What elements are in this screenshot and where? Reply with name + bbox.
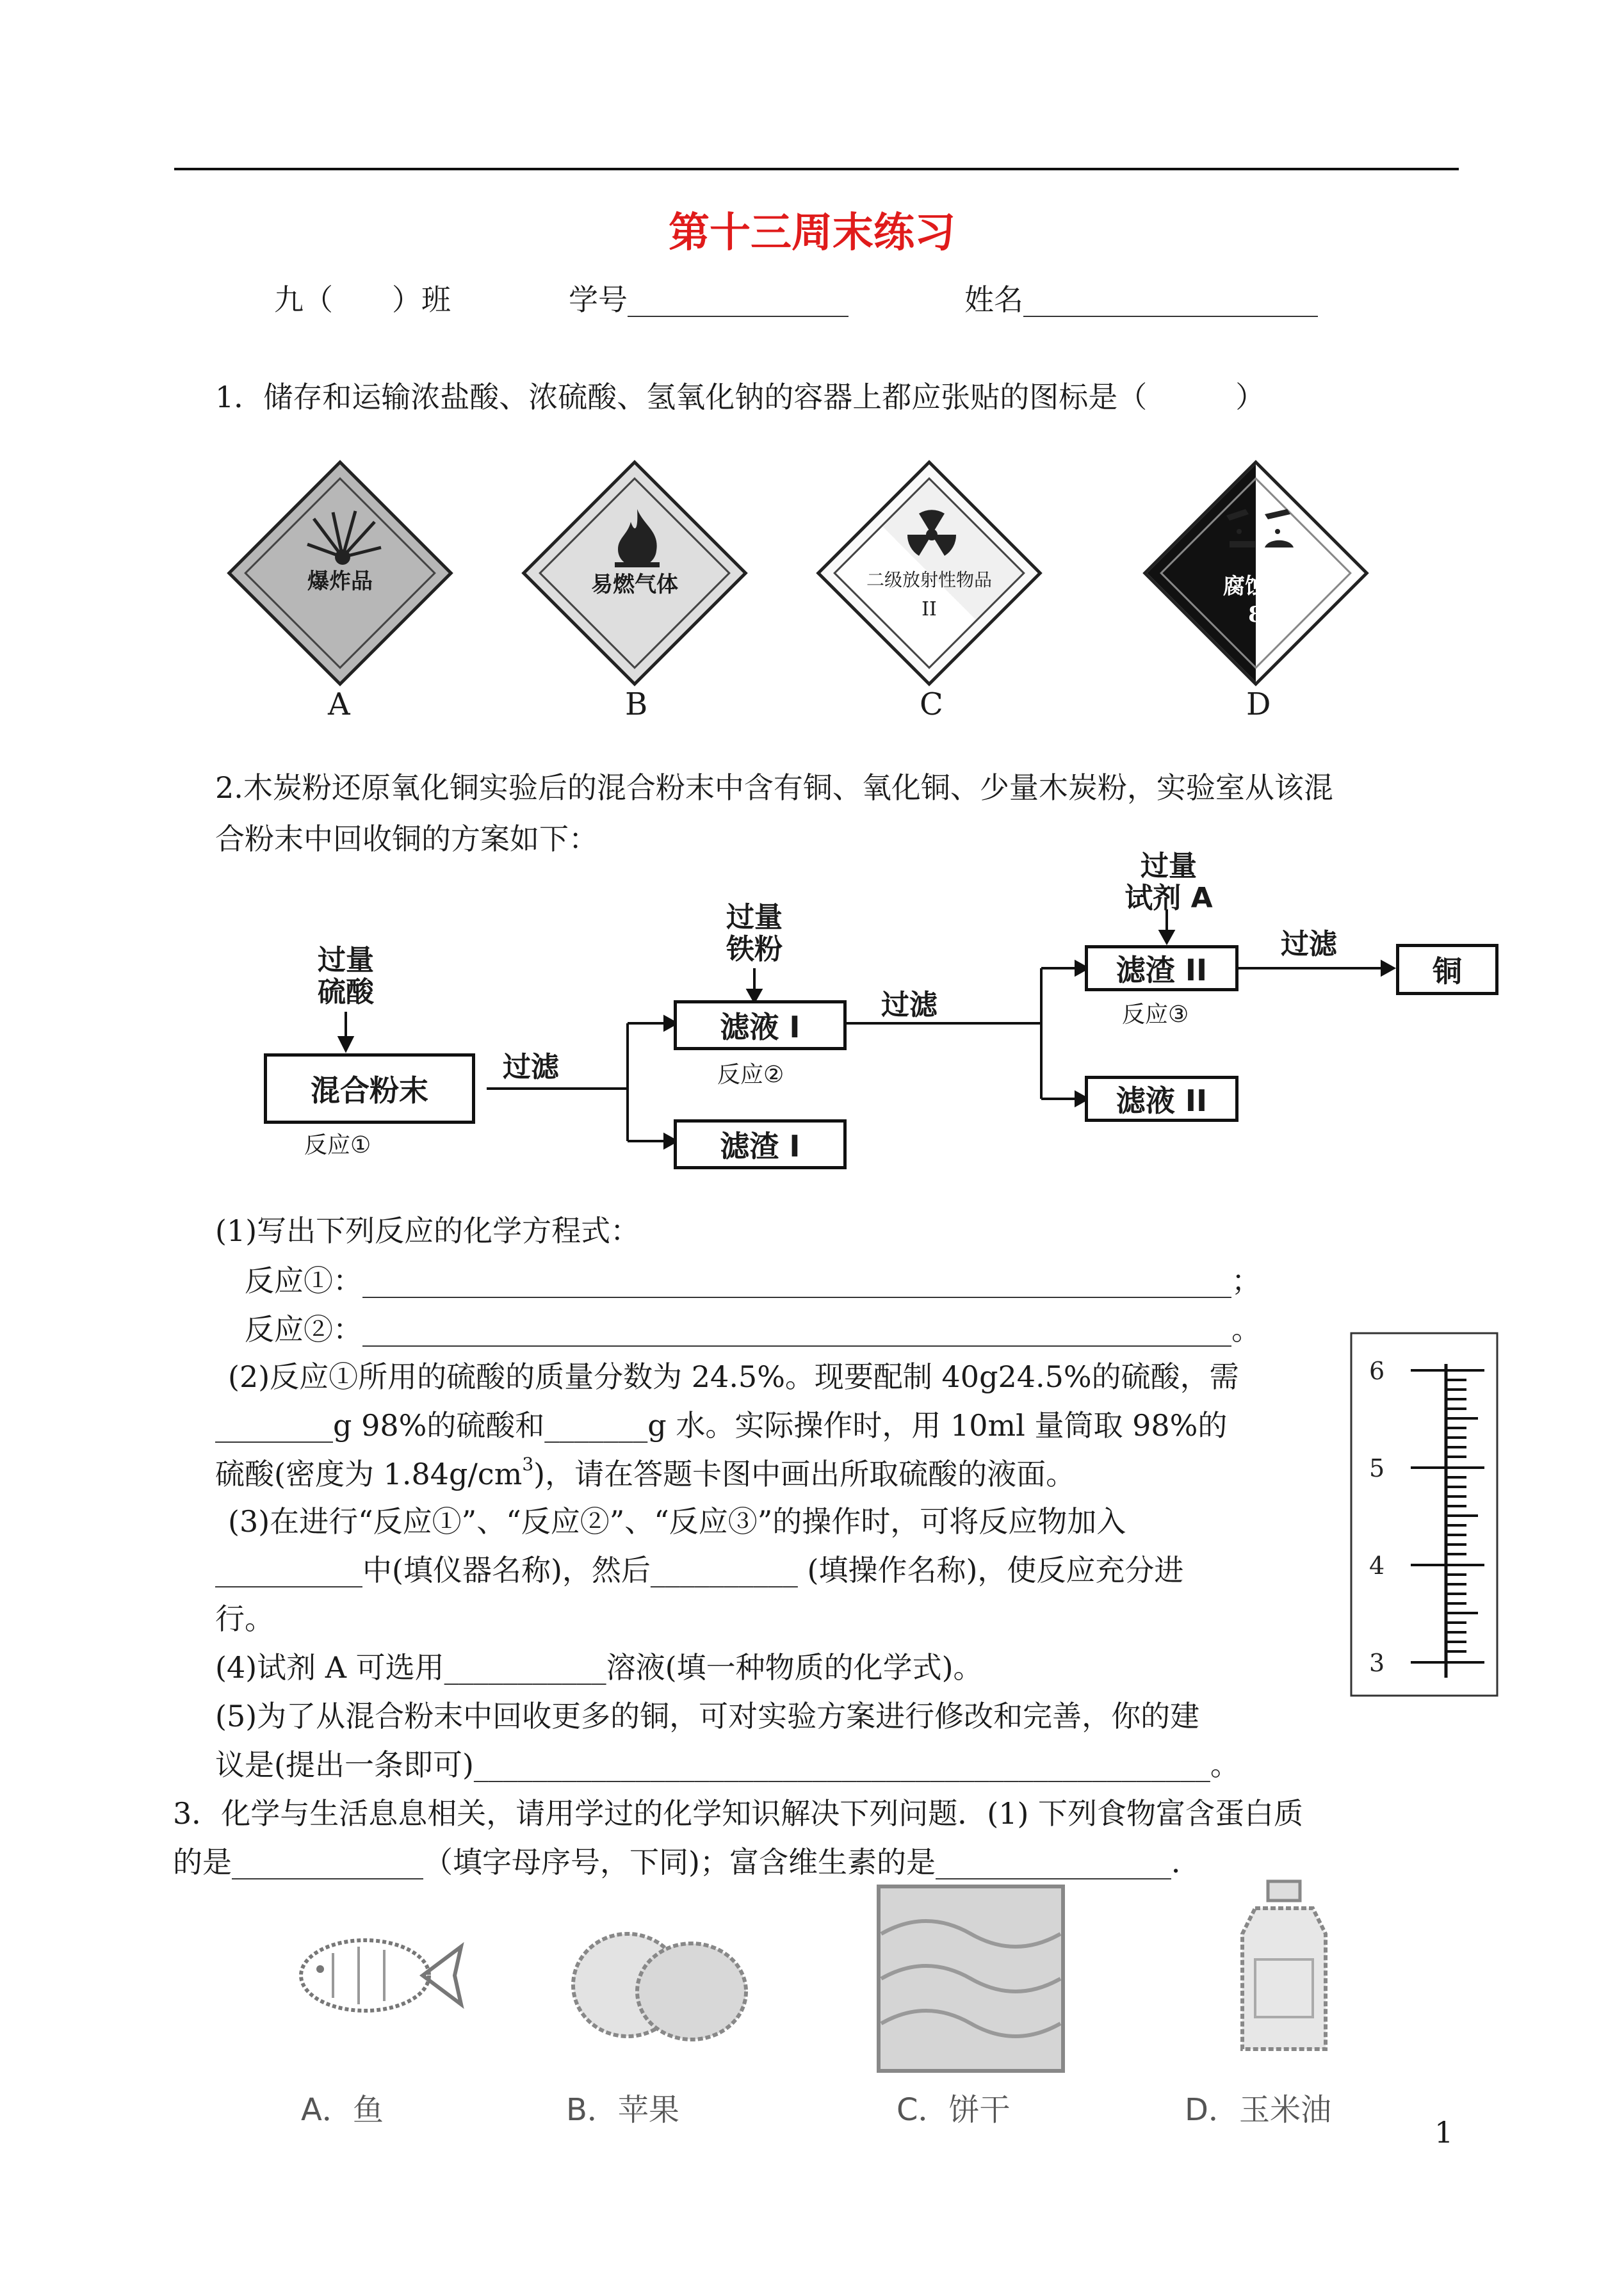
food-caption-d: D．玉米油 — [1185, 2092, 1331, 2128]
scale-label-3: 3 — [1369, 1649, 1385, 1677]
option-c-letter: C — [920, 686, 943, 722]
q2-sub1-reaction1: 反应①：___________________________________________________________； — [245, 1263, 1261, 1298]
food-caption-b: B．苹果 — [566, 2092, 679, 2128]
cylinder-scale — [1350, 1332, 1498, 1697]
page-number: 1 — [1434, 2115, 1454, 2150]
box-mixed-powder: 混合粉末 — [264, 1053, 475, 1124]
food-caption-a: A．鱼 — [301, 2092, 384, 2128]
scale-label-6: 6 — [1369, 1357, 1385, 1385]
label-filter-1: 过滤 — [503, 1051, 559, 1083]
label-filter-2: 过滤 — [881, 989, 938, 1021]
q2-sub2-line3: 硫酸(密度为 $1.84g/cm^3$)，请在答题卡图中画出所取硫酸的液面。 — [215, 1454, 1076, 1491]
q2-sub2-line1: (2)反应①所用的硫酸的质量分数为 24.5%。现要配制 40g24.5%的硫酸，需 — [228, 1359, 1239, 1394]
sign-c-sub: II — [922, 598, 937, 620]
q1-stem: 1．储存和运输浓盐酸、浓硫酸、氢氧化钠的容器上都应张贴的图标是（ ） — [215, 380, 1265, 414]
biscuit-icon — [875, 1883, 1067, 2075]
box-filtrate-1: 滤液 I — [674, 1000, 847, 1050]
sign-d-label: 腐蚀品 — [1223, 574, 1288, 599]
label-reaction-3: 反应③ — [1122, 1002, 1189, 1028]
reagent-sulfuric-acid: 过量 硫酸 — [318, 944, 374, 1009]
name-field: 姓名____________________ — [964, 282, 1318, 317]
sign-a-label: 爆炸品 — [307, 569, 373, 594]
box-copper: 铜 — [1396, 944, 1498, 995]
q2-sub3-line2: __________中(填仪器名称)，然后__________ (填操作名称)，使反应充分进 — [215, 1553, 1184, 1587]
q2-intro-line1: 2.木炭粉还原氧化铜实验后的混合粉末中含有铜、氧化铜、少量木炭粉，实验室从该混 — [215, 770, 1333, 805]
option-a-letter: A — [328, 686, 350, 722]
q3-line1: 3．化学与生活息息相关，请用学过的化学知识解决下列问题．(1) 下列食物富含蛋白质 — [173, 1796, 1304, 1831]
reagent-iron-powder: 过量 铁粉 — [726, 901, 783, 966]
page-title: 第十三周末练习 — [669, 209, 955, 257]
label-filter-3: 过滤 — [1281, 928, 1337, 961]
q2-sub3-line1: (3)在进行“反应①”、“反应②”、“反应③”的操作时，可将反应物加入 — [228, 1504, 1126, 1539]
scale-label-4: 4 — [1369, 1552, 1385, 1580]
q2-sub3-line3: 行。 — [215, 1602, 274, 1636]
sign-c-label: 二级放射性物品 — [866, 569, 992, 590]
reagent-a: 过量 试剂 A — [1125, 850, 1213, 914]
apple-icon — [564, 1915, 756, 2043]
sign-b-label: 易燃气体 — [591, 572, 678, 597]
student-id-field: 学号_______________ — [569, 282, 849, 317]
q2-sub4: (4)试剂 A 可选用___________溶液(填一种物质的化学式)。 — [215, 1650, 983, 1685]
q2-sub1-title: (1)写出下列反应的化学方程式： — [215, 1213, 640, 1248]
class-field: 九（ ）班 — [274, 282, 451, 317]
q2-sub1-reaction2: 反应②：___________________________________________________________。 — [245, 1312, 1261, 1347]
q2-intro-line2: 合粉末中回收铜的方案如下： — [215, 822, 598, 856]
box-filtrate-2: 滤液 II — [1085, 1076, 1238, 1122]
q3-line2: 的是_____________（填字母序号，下同)；富含维生素的是________________． — [173, 1845, 1201, 1879]
sign-d-sub: 8 — [1248, 602, 1263, 628]
label-reaction-1: 反应① — [304, 1132, 371, 1158]
box-residue-1: 滤渣 I — [674, 1119, 847, 1169]
q2-sub2-line2: ________g 98%的硫酸和_______g 水。实际操作时，用 10ml 量筒取 98%的 — [215, 1408, 1228, 1443]
fish-icon — [295, 1927, 467, 2023]
option-d-letter: D — [1246, 686, 1271, 722]
box-residue-2: 滤渣 II — [1085, 945, 1238, 991]
q2-sub5-line1: (5)为了从混合粉末中回收更多的铜，可对实验方案进行修改和完善，你的建 — [215, 1699, 1200, 1733]
q2-sub5-line2: 议是(提出一条即可)__________________________________________________。 — [215, 1748, 1240, 1782]
scale-label-5: 5 — [1369, 1454, 1385, 1482]
label-reaction-2: 反应② — [717, 1062, 784, 1088]
option-b-letter: B — [625, 686, 648, 722]
food-caption-c: C．饼干 — [897, 2092, 1011, 2128]
corn-oil-bottle-icon — [1230, 1876, 1338, 2062]
